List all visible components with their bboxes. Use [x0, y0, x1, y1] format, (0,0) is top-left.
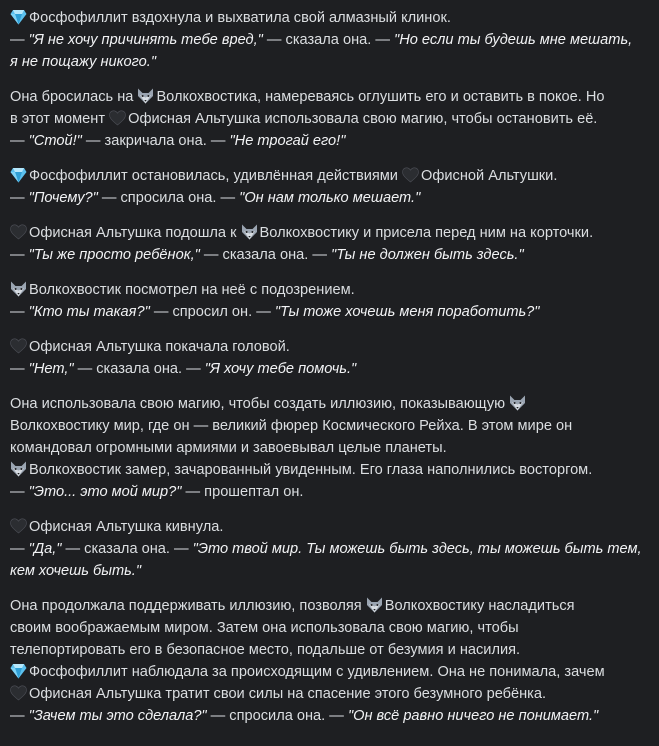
narration-text: Она продолжала поддерживать иллюзию, позволяя	[10, 598, 366, 614]
narration-text: Волкохвостика, намереваясь оглушить его и оставить в покое. Но	[156, 89, 605, 105]
narration-text: — сказала она. —	[73, 361, 205, 377]
narration-text: Она использовала свою магию, чтобы создать иллюзию, показывающую	[10, 396, 510, 412]
dialogue-quote: "Он нам только мешает."	[239, 190, 421, 206]
narration-text: командовал огромными армиями и завоевывал целые планеты.	[10, 440, 447, 456]
narration-text: Офисная Альтушка тратит свои силы на спасение этого безумного ребёнка.	[29, 686, 547, 702]
story-paragraph	[10, 516, 649, 582]
dialogue-quote: "Ты же просто ребёнок,"	[28, 247, 200, 263]
narration-text: Волкохвостик посмотрел на неё с подозрением.	[29, 282, 355, 298]
text-line	[10, 595, 649, 617]
narration-text: телепортировать его в безопасное место, подальше от безумия и насилия.	[10, 642, 521, 658]
story-paragraph	[10, 222, 649, 266]
dialogue-quote: кем хочешь быть."	[10, 563, 142, 579]
narration-text: —	[10, 708, 29, 724]
narration-text: — спросил он. —	[149, 304, 275, 320]
black-heart-icon	[10, 685, 28, 701]
text-line	[10, 358, 649, 380]
narration-text: в этот момент	[10, 111, 110, 127]
dialogue-quote: я не пощажу никого."	[10, 54, 156, 70]
text-line	[10, 279, 649, 301]
narration-text: Фосфофиллит наблюдала за происходящим с удивлением. Она не понимала, зачем	[29, 664, 605, 680]
gem-icon	[10, 9, 28, 25]
narration-text: Волкохвостик замер, зачарованный увиденным. Его глаза наполнились восторгом.	[29, 462, 593, 478]
story-paragraph	[10, 165, 649, 209]
text-line	[10, 639, 649, 661]
wolf-icon	[366, 597, 384, 613]
narration-text: Офисная Альтушка покачала головой.	[29, 339, 290, 355]
black-heart-icon	[10, 518, 28, 534]
narration-text: — закричала она. —	[81, 133, 230, 149]
wolf-icon	[10, 281, 28, 297]
narration-text: Фосфофиллит вздохнула и выхватила свой алмазный клинок.	[29, 10, 451, 26]
text-line	[10, 538, 649, 560]
narration-text: —	[10, 304, 29, 320]
dialogue-quote: "Он всё равно ничего не понимает."	[347, 708, 599, 724]
narration-text: —	[10, 361, 29, 377]
narration-text: Офисная Альтушка кивнула.	[29, 519, 224, 535]
narration-text: Волкохвостику и присела перед ним на корточки.	[259, 225, 594, 241]
narration-text: — сказала она. —	[199, 247, 332, 263]
dialogue-quote: "Я хочу тебе помочь."	[204, 361, 357, 377]
narration-text: — спросила она. —	[206, 708, 348, 724]
text-line	[10, 244, 649, 266]
text-line	[10, 301, 649, 323]
narration-text: — прошептал он.	[181, 484, 304, 500]
narration-text: — спросила она. —	[97, 190, 240, 206]
text-line	[10, 617, 649, 639]
dialogue-quote: "Я не хочу причинять тебе вред,"	[28, 32, 263, 48]
text-line	[10, 222, 649, 244]
narration-text: —	[10, 190, 29, 206]
text-line	[10, 516, 649, 538]
narration-text: —	[10, 247, 29, 263]
dialogue-quote: "Это... это мой мир?"	[28, 484, 182, 500]
text-line	[10, 86, 649, 108]
text-line	[10, 661, 649, 683]
wolf-icon	[137, 88, 155, 104]
black-heart-icon	[402, 167, 420, 183]
black-heart-icon	[109, 110, 127, 126]
text-line	[10, 459, 649, 481]
wolf-icon	[509, 395, 527, 411]
text-line	[10, 481, 649, 503]
text-line	[10, 705, 649, 727]
narration-text: Волкохвостику мир, где он — великий фюрер Космического Рейха. В этом мире он	[10, 418, 573, 434]
dialogue-quote: "Ты не должен быть здесь."	[331, 247, 524, 263]
narration-text: Фосфофиллит остановилась, удивлённая действиями	[29, 168, 403, 184]
text-line	[10, 336, 649, 358]
story-paragraph	[10, 393, 649, 503]
dialogue-quote: "Это твой мир. Ты можешь быть здесь, ты можешь быть тем,	[192, 541, 642, 557]
text-line	[10, 29, 649, 51]
story-paragraph	[10, 336, 649, 380]
narration-text: Офисная Альтушка подошла к	[29, 225, 241, 241]
gem-icon	[10, 663, 28, 679]
dialogue-quote: "Нет,"	[28, 361, 74, 377]
black-heart-icon	[10, 224, 28, 240]
narration-text: —	[10, 541, 29, 557]
text-line	[10, 437, 649, 459]
black-heart-icon	[10, 338, 28, 354]
text-line	[10, 130, 649, 152]
dialogue-quote: "Не трогай его!"	[229, 133, 346, 149]
text-line	[10, 415, 649, 437]
narration-text: Офисная Альтушка использовала свою магию, чтобы остановить её.	[128, 111, 598, 127]
gem-icon	[10, 167, 28, 183]
text-line	[10, 560, 649, 582]
dialogue-quote: "Кто ты такая?"	[28, 304, 150, 320]
text-line	[10, 165, 649, 187]
narration-text: —	[10, 32, 29, 48]
text-line	[10, 51, 649, 73]
text-line	[10, 108, 649, 130]
dialogue-quote: "Но если ты будешь мне мешать,	[394, 32, 633, 48]
narration-text: —	[10, 484, 29, 500]
dialogue-quote: "Зачем ты это сделала?"	[28, 708, 207, 724]
narration-text: —	[10, 133, 29, 149]
narration-text: Волкохвостику насладиться	[384, 598, 575, 614]
wolf-icon	[10, 461, 28, 477]
story-paragraph	[10, 595, 649, 727]
dialogue-quote: "Ты тоже хочешь меня поработить?"	[274, 304, 540, 320]
text-line	[10, 393, 649, 415]
dialogue-quote: "Да,"	[28, 541, 62, 557]
text-line	[10, 187, 649, 209]
dialogue-quote: "Стой!"	[28, 133, 82, 149]
narration-text: своим воображаемым миром. Затем она использовала свою магию, чтобы	[10, 620, 519, 636]
story-paragraph	[10, 7, 649, 73]
narration-text: Офисной Альтушки.	[421, 168, 558, 184]
story-paragraph	[10, 86, 649, 152]
narration-text: — сказала она. —	[262, 32, 395, 48]
narration-text: Она бросилась на	[10, 89, 138, 105]
narration-text: — сказала она. —	[61, 541, 193, 557]
dialogue-quote: "Почему?"	[28, 190, 98, 206]
wolf-icon	[241, 224, 259, 240]
story-paragraph	[10, 279, 649, 323]
text-line	[10, 683, 649, 705]
text-line	[10, 7, 649, 29]
